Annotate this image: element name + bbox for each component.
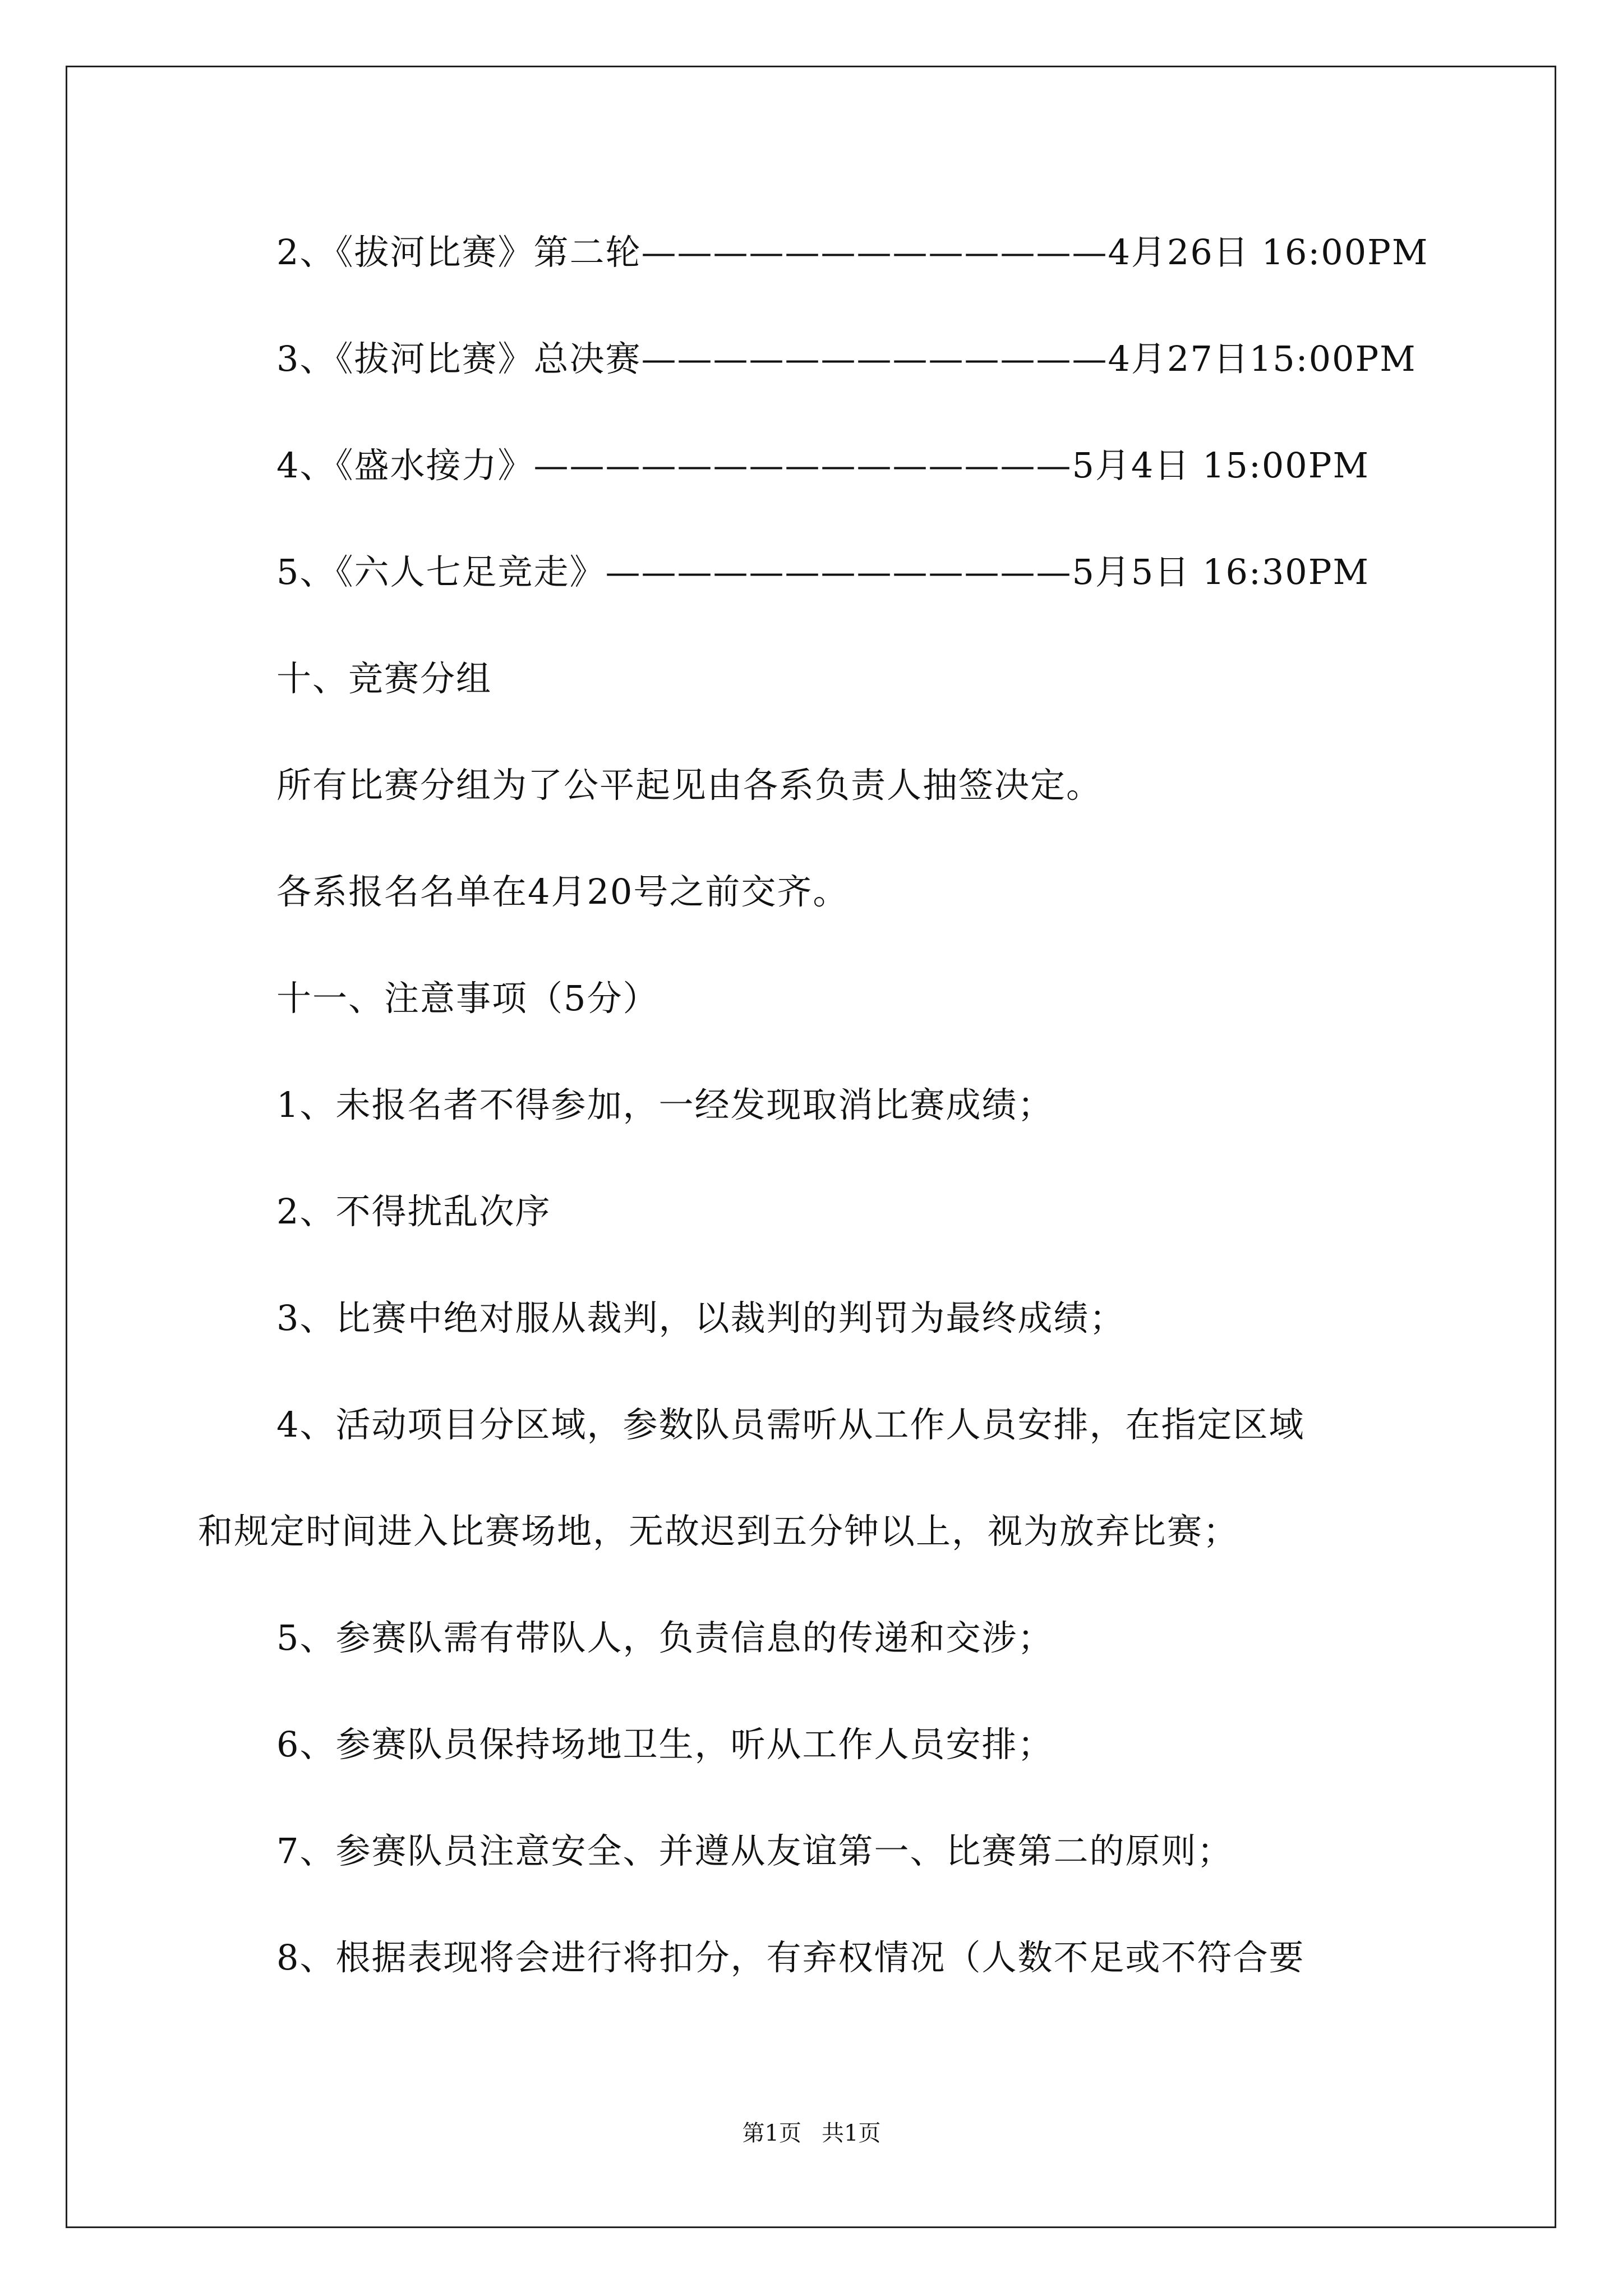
note-item-1: 1、未报名者不得参加，一经发现取消比赛成绩；: [276, 1084, 1054, 1125]
note-item-2: 2、不得扰乱次序: [276, 1191, 551, 1232]
note-item-5: 5、参赛队需有带队人，负责信息的传递和交涉；: [276, 1617, 1054, 1658]
paragraph-grouping: 所有比赛分组为了公平起见由各系负责人抽签决定。: [276, 765, 1103, 806]
note-item-6: 6、参赛队员保持场地卫生，听从工作人员安排；: [276, 1724, 1054, 1765]
page-number: 第1页: [742, 2120, 801, 2146]
note-item-4-continued: 和规定时间进入比赛场地，无故迟到五分钟以上，视为放弃比赛；: [198, 1511, 1239, 1552]
note-item-4: 4、活动项目分区域，参数队员需听从工作人员安排，在指定区域: [276, 1404, 1305, 1445]
note-item-3: 3、比赛中绝对服从裁判，以裁判的判罚为最终成绩；: [276, 1297, 1126, 1338]
section-heading-grouping: 十、竞赛分组: [276, 658, 492, 699]
section-heading-notes: 十一、注意事项（5分）: [276, 978, 659, 1019]
page-border: [66, 66, 1556, 2228]
note-item-7: 7、参赛队员注意安全、并遵从友谊第一、比赛第二的原则；: [276, 1830, 1233, 1871]
schedule-line-5: 5、《六人七足竞走》—————————————5月5日 16:30PM: [276, 551, 1370, 592]
page-footer: [0, 2119, 1623, 2147]
schedule-line-3: 3、《拔河比赛》总决赛—————————————4月27日15:00PM: [276, 338, 1417, 379]
page-total: 共1页: [822, 2120, 881, 2146]
schedule-line-4: 4、《盛水接力》———————————————5月4日 15:00PM: [276, 445, 1370, 486]
paragraph-registration: 各系报名名单在4月20号之前交齐。: [276, 871, 849, 912]
note-item-8: 8、根据表现将会进行将扣分，有弃权情况（人数不足或不符合要: [276, 1937, 1305, 1978]
schedule-line-2: 2、《拔河比赛》第二轮—————————————4月26日 16:00PM: [276, 232, 1429, 273]
